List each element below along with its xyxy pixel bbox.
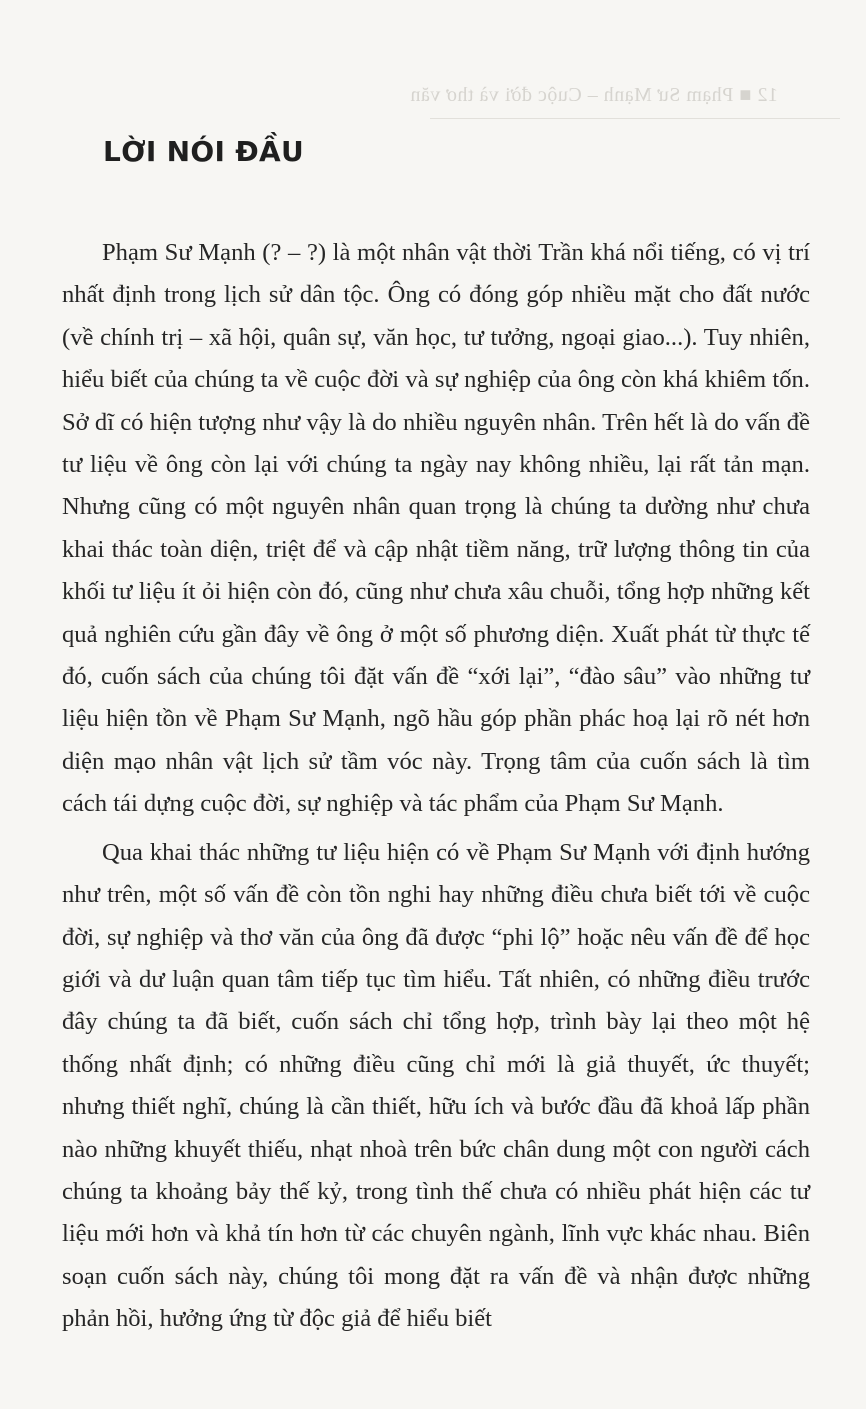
paragraph-1: Phạm Sư Mạnh (? – ?) là một nhân vật thời Trần khá nổi tiếng, có vị trí nhất định trong lịch sử dân tộc. Ông có đóng góp nhiều mặt cho đất nước (về chính trị – xã hội, quân sự, văn học, tư tưởng, ngoại giao...). Tuy nhiên, hiểu biết của chúng ta về cuộc đời và sự nghiệp của ông còn khá khiêm tốn. Sở dĩ có hiện tượng như vậy là do nhiều nguyên nhân. Trên hết là do vấn đề tư liệu về ông còn lại với chúng ta ngày nay không nhiều, lại rất tản mạn. Nhưng cũng có một nguyên nhân quan trọng là chúng ta dường như chưa khai thác toàn diện, triệt để và cập nhật tiềm năng, trữ lượng thông tin của khối tư liệu ít ỏi hiện còn đó, cũng như chưa xâu chuỗi, tổng hợp những kết quả nghiên cứu gần đây về ông ở một số phương diện. Xuất phát từ thực tế đó, cuốn sách của chúng tôi đặt vấn đề “xới lại”, “đào sâu” vào những tư liệu hiện tồn về Phạm Sư Mạnh, ngõ hầu góp phần phác hoạ lại rõ nét hơn diện mạo nhân vật lịch sử tầm vóc này. Trọng tâm của cuốn sách là tìm cách tái dựng cuộc đời, sự nghiệp và tác phẩm của Phạm Sư Mạnh. <box>62 239 810 818</box>
paragraph-2: Qua khai thác những tư liệu hiện có về Phạm Sư Mạnh với định hướng như trên, một số vấn đề còn tồn nghi hay những điều chưa biết tới về cuộc đời, sự nghiệp và thơ văn của ông đã được “phi lộ” hoặc nêu vấn đề để học giới và dư luận quan tâm tiếp tục tìm hiểu. Tất nhiên, có những điều trước đây chúng ta đã biết, cuốn sách chỉ tổng hợp, trình bày lại theo một hệ thống nhất định; có những điều cũng chỉ mới là giả thuyết, ức thuyết; nhưng thiết nghĩ, chúng là cần thiết, hữu ích và bước đầu đã khoả lấp phần nào những khuyết thiếu, nhạt nhoà trên bức chân dung một con người cách chúng ta khoảng bảy thế kỷ, trong tình thế chưa có nhiều phát hiện các tư liệu mới hơn và khả tín hơn từ các chuyên ngành, lĩnh vực khác nhau. Biên soạn cuốn sách này, chúng tôi mong đặt ra vấn đề và nhận được những phản hồi, hưởng ứng từ độc giả để hiểu biết <box>62 838 810 1333</box>
section-heading: LỜI NÓI ĐẦU <box>103 135 305 168</box>
header-rule-bleedthrough <box>430 118 840 119</box>
running-header-bleedthrough: 12 ■ Phạm Sư Mạnh – Cuộc đời và thơ văn <box>410 84 778 106</box>
body-text <box>62 232 810 1341</box>
